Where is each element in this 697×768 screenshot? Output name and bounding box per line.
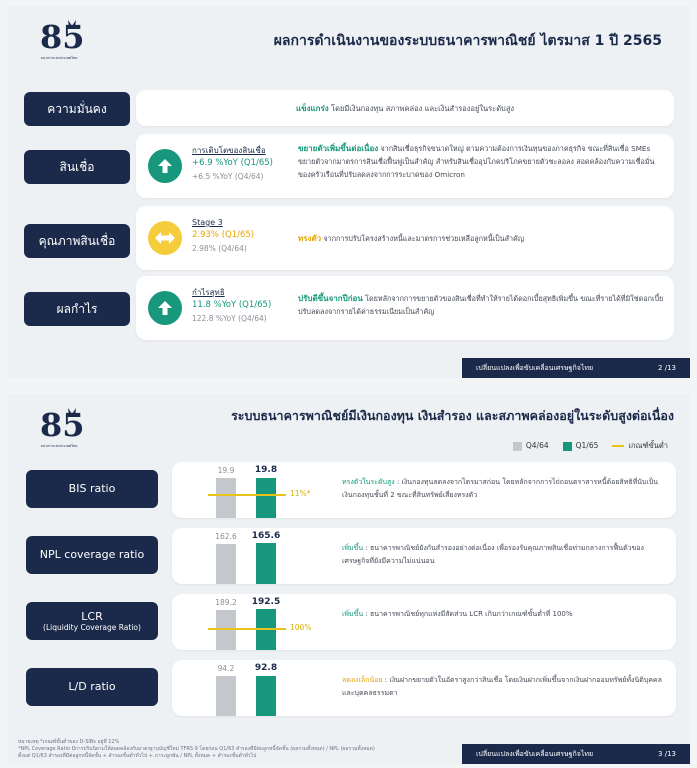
logo-caption: ธนาคารแห่งประเทศไทย — [40, 56, 78, 60]
credit-desc — [298, 142, 664, 181]
value-q1: 165.6 — [251, 531, 281, 541]
credit-metric — [192, 144, 273, 183]
bar-q4 — [216, 544, 236, 584]
desc-highlight: ทรงตัวในระดับสูง — [342, 478, 395, 486]
metric-row-npl-coverage — [8, 526, 690, 586]
profit-desc — [298, 292, 664, 318]
arrow-left-right-icon — [148, 221, 182, 255]
metric-desc — [342, 542, 666, 568]
category-credit: สินเชื่อ — [24, 150, 130, 184]
value-q4: 162.6 — [215, 532, 237, 541]
footer-text: เปลี่ยนแปลงเพื่อขับเคลื่อนเศรษฐกิจไทย — [476, 363, 594, 372]
credit-text: จากสินเชื่อธุรกิจขนาดใหญ่ ตามความต้องการเงินทุนของภาคธุรกิจ ขณะที่สินเชื่อ SMEs ขยายตัวจากมาตรการสินเชื่อฟื้นฟูเป็นสำคัญ สำหรับสินเชื่ออุปโภคบริโภคขยายตัวชะลอลง สอดคล้องกับความเชื่อมั่นของครัวเรือนที่ปรับลดลงจากการระบาดของ Omicron — [298, 144, 655, 179]
stability-desc: โดยมีเงินกองทุน สภาพคล่อง และเงินสำรองอยู่ในระดับสูง — [328, 104, 515, 113]
svg-text:85: 85 — [40, 406, 85, 444]
value-q1: 192.5 — [251, 597, 281, 607]
desc-text: : เงินกองทุนลดลงจากไตรมาสก่อน โดยหลักจากการไถ่ถอนตราสารหนี้ด้อยสิทธิที่นับเป็นเงินกองทุนชั้นที่ 2 ขณะที่สินทรัพย์เสี่ยงทรงตัว — [342, 478, 659, 499]
mini-bar-chart — [208, 462, 318, 518]
quality-highlight: ทรงตัว — [298, 234, 322, 243]
metric-title: กำไรสุทธิ — [192, 288, 225, 297]
metric-sub: 2.98% (Q4/64) — [192, 244, 247, 253]
bar-q1 — [256, 543, 276, 584]
page-title: ผลการดำเนินงานของระบบธนาคารพาณิชย์ ไตรมาส 1 ปี 2565 — [273, 33, 662, 49]
metric-label-lcr — [26, 602, 158, 640]
metric-main: 2.93% (Q1/65) — [192, 230, 255, 240]
value-q1: 19.8 — [254, 465, 278, 475]
desc-highlight: เพิ่มขึ้น — [342, 544, 364, 552]
svg-text:85: 85 — [40, 18, 85, 56]
metric-label-ld: L/D ratio — [26, 668, 158, 706]
mini-bar-chart — [208, 528, 318, 584]
stability-panel — [136, 90, 674, 126]
metric-desc — [342, 608, 666, 621]
label-sub: (Liquidity Coverage Ratio) — [43, 623, 141, 633]
profit-metric — [192, 286, 271, 325]
label-main: LCR — [81, 609, 103, 623]
page-number: 2 /13 — [658, 364, 676, 372]
value-q4: 189.2 — [215, 598, 237, 607]
logo-caption: ธนาคารแห่งประเทศไทย — [40, 444, 78, 448]
quality-desc — [298, 232, 664, 245]
metric-title: Stage 3 — [192, 218, 223, 227]
legend-threshold: เกณฑ์ขั้นต่ำ — [612, 440, 668, 452]
slide-capital — [8, 394, 690, 764]
credit-highlight: ขยายตัวเพิ่มขึ้นต่อเนื่อง — [298, 144, 379, 153]
profit-text: โดยหลักจากการขยายตัวของสินเชื่อที่ทำให้รายได้ดอกเบี้ยสุทธิเพิ่มขึ้น ขณะที่รายได้ที่มิใช่ดอกเบี้ยปรับลดลงจากรายได้ค่าธรรมเนียมเป็นสำคัญ — [298, 294, 664, 316]
footnote: หมายเหตุ *เกณฑ์ขั้นต่ำของ D-SIBs อยู่ที่ 12% — [18, 739, 120, 745]
arrow-up-icon — [148, 149, 182, 183]
stability-highlight: แข็งแกร่ง — [295, 104, 329, 113]
mini-bar-chart — [208, 660, 318, 716]
legend-q4: Q4/64 — [513, 441, 549, 451]
value-q4: 94.2 — [217, 664, 235, 673]
desc-text: : ธนาคารพาณิชย์ทุกแห่งมีสัดส่วน LCR เกินกว่าเกณฑ์ขั้นต่ำที่ 100% — [363, 610, 573, 618]
credit-panel — [136, 134, 674, 198]
desc-text: : ธนาคารพาณิชย์ยังกันสำรองอย่างต่อเนื่อง เพื่อรองรับคุณภาพสินเชื่อท่ามกลางการฟื้นตัวของเศรษฐกิจที่ยังมีความไม่แน่นอน — [342, 544, 644, 565]
desc-highlight: ลดลงเล็กน้อย — [342, 676, 383, 684]
stability-text — [136, 102, 674, 115]
metric-title: การเติบโตของสินเชื่อ — [192, 146, 266, 155]
threshold-line — [208, 628, 286, 630]
metric-row-lcr — [8, 592, 690, 652]
page-title: ระบบธนาคารพาณิชย์มีเงินกองทุน เงินสำรอง และสภาพคล่องอยู่ในระดับสูงต่อเนื่อง — [231, 408, 674, 423]
threshold-label: 100% — [290, 623, 312, 632]
bar-q1 — [256, 478, 276, 518]
legend-q1: Q1/65 — [563, 441, 599, 451]
bar-q4 — [216, 676, 236, 716]
threshold-label: 11%* — [290, 489, 311, 498]
metric-panel — [172, 660, 676, 716]
bot-logo — [28, 402, 90, 452]
footer-bar — [462, 358, 690, 378]
quality-text: จากการปรับโครงสร้างหนี้และมาตรการช่วยเหลือลูกหนี้เป็นสำคัญ — [321, 234, 524, 243]
bar-q1 — [256, 676, 276, 716]
metric-desc — [342, 674, 666, 700]
metric-sub: 122.8 %YoY (Q4/64) — [192, 314, 267, 323]
quality-panel — [136, 206, 674, 270]
metric-sub: +6.5 %YoY (Q4/64) — [192, 172, 264, 181]
desc-text: : เงินฝากขยายตัวในอัตราสูงกว่าสินเชื่อ โดยเงินฝากเพิ่มขึ้นจากเงินฝากออมทรัพย์ทั้งนิติบุคคลและบุคคลธรรมดา — [342, 676, 662, 697]
metric-panel — [172, 462, 676, 518]
threshold-line — [208, 494, 286, 496]
category-profit: ผลกำไร — [24, 292, 130, 326]
profit-panel — [136, 276, 674, 340]
desc-highlight: เพิ่มขึ้น — [342, 610, 364, 618]
bot-logo — [28, 14, 90, 64]
profit-highlight: ปรับดีขึ้นจากปีก่อน — [298, 294, 363, 303]
metric-label-bis: BIS ratio — [26, 470, 158, 508]
footnote: ตั้งแต่ Q1/63 สำรองที่มีต่อลูกหนี้จัดชั้น + สำรองขั้นต่ำทั่วไป + ภาระผูกพัน / NPL ทั้งหมด + สำรองขั้นต่ำทั่วไป — [18, 753, 257, 759]
arrow-up-icon — [148, 291, 182, 325]
value-q4: 19.9 — [217, 466, 235, 475]
page-number: 3 /13 — [658, 750, 676, 758]
mini-bar-chart — [208, 594, 318, 650]
bar-q4 — [216, 478, 236, 518]
metric-main: 11.8 %YoY (Q1/65) — [192, 300, 272, 310]
category-stability: ความมั่นคง — [24, 92, 130, 126]
category-quality: คุณภาพสินเชื่อ — [24, 224, 130, 258]
chart-legend — [513, 440, 668, 452]
metric-main: +6.9 %YoY (Q1/65) — [192, 158, 273, 168]
bar-q4 — [216, 610, 236, 650]
metric-panel — [172, 528, 676, 584]
footer-text: เปลี่ยนแปลงเพื่อขับเคลื่อนเศรษฐกิจไทย — [476, 749, 594, 758]
quality-metric — [192, 216, 254, 255]
metric-row-bis — [8, 460, 690, 520]
metric-row-ld — [8, 658, 690, 718]
metric-label-npl-coverage: NPL coverage ratio — [26, 536, 158, 574]
metric-panel — [172, 594, 676, 650]
slide-performance — [8, 6, 690, 378]
footer-bar — [462, 744, 690, 764]
footnotes — [18, 739, 458, 760]
value-q1: 92.8 — [254, 663, 278, 673]
metric-desc — [342, 476, 666, 502]
bar-q1 — [256, 609, 276, 650]
footnote: *NPL Coverage Ratio มีการปรับนิยามให้สอดคล้องกับมาตรฐานบัญชีใหม่ TFRS 9 โดยก่อน Q1/63 สำรองที่มีต่อลูกหนี้จัดชั้น (ผลรวมทั้งหมด) / NPL (ผลรวมทั้งหมด) — [18, 746, 375, 752]
